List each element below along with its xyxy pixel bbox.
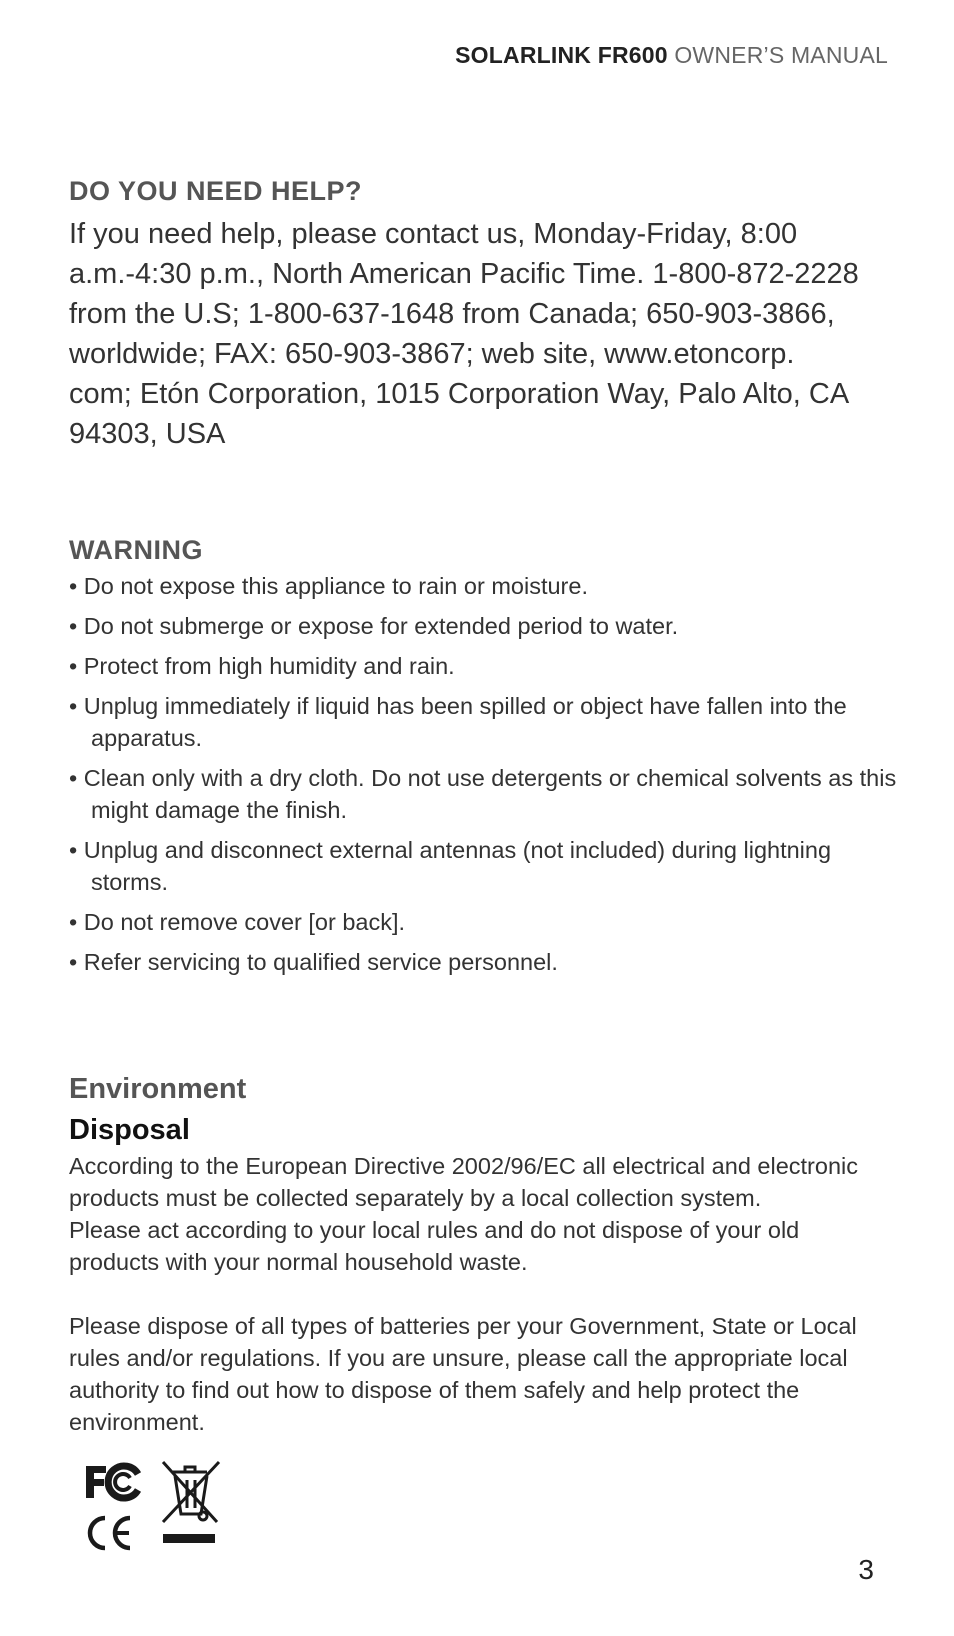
disposal-line: products must be collected separately by a local collection system. xyxy=(69,1185,762,1211)
environment-heading: Environment xyxy=(69,1073,247,1105)
help-paragraph xyxy=(69,214,889,454)
ce-mark-icon xyxy=(84,1514,134,1552)
help-line: worldwide; FAX: 650-903-3867; web site, www.etoncorp. xyxy=(69,338,795,370)
help-line: from the U.S; 1-800-637-1648 from Canada; 650-903-3866, xyxy=(69,298,835,330)
help-line: 94303, USA xyxy=(69,418,226,450)
disposal-paragraph xyxy=(69,1150,909,1278)
warning-item: • Clean only with a dry cloth. Do not use detergents or chemical solvents as this might damage the finish. xyxy=(69,765,897,823)
header-brand: SOLARLINK xyxy=(455,42,592,68)
header-doc-title: OWNER’S MANUAL xyxy=(674,42,888,68)
disposal-line: Please act according to your local rules and do not dispose of your old xyxy=(69,1217,800,1243)
disposal-line: products with your normal household waste. xyxy=(69,1249,528,1275)
fcc-logo-icon xyxy=(84,1462,142,1502)
disposal-line: According to the European Directive 2002/96/EC all electrical and electronic xyxy=(69,1153,858,1179)
warning-item: • Unplug and disconnect external antennas (not included) during lightning storms. xyxy=(69,837,832,895)
warning-list xyxy=(69,570,909,986)
warning-item: • Do not expose this appliance to rain or moisture. xyxy=(69,573,588,599)
weee-crossed-bin-icon xyxy=(159,1458,223,1546)
warning-item: • Do not submerge or expose for extended period to water. xyxy=(69,613,679,639)
header-model: FR600 xyxy=(597,42,668,68)
battery-line: Please dispose of all types of batteries per your Government, State or Local xyxy=(69,1313,857,1339)
battery-line: authority to find out how to dispose of them safely and help protect the xyxy=(69,1377,800,1403)
page-number: 3 xyxy=(858,1554,874,1585)
help-line: a.m.-4:30 p.m., North American Pacific Time. 1-800-872-2228 xyxy=(69,258,859,290)
running-header xyxy=(455,42,888,69)
warning-item: • Protect from high humidity and rain. xyxy=(69,653,455,679)
warning-item: • Unplug immediately if liquid has been spilled or object have fallen into the apparatus. xyxy=(69,693,847,751)
help-heading: DO YOU NEED HELP? xyxy=(69,176,363,206)
help-line: com; Etón Corporation, 1015 Corporation Way, Palo Alto, CA xyxy=(69,378,850,410)
battery-paragraph xyxy=(69,1310,909,1438)
warning-heading: WARNING xyxy=(69,535,203,565)
battery-line: environment. xyxy=(69,1409,205,1435)
help-line: If you need help, please contact us, Monday-Friday, 8:00 xyxy=(69,218,798,250)
disposal-heading: Disposal xyxy=(69,1114,190,1146)
battery-line: rules and/or regulations. If you are unsure, please call the appropriate local xyxy=(69,1345,848,1371)
warning-item: • Do not remove cover [or back]. xyxy=(69,909,406,935)
warning-item: • Refer servicing to qualified service personnel. xyxy=(69,949,558,975)
